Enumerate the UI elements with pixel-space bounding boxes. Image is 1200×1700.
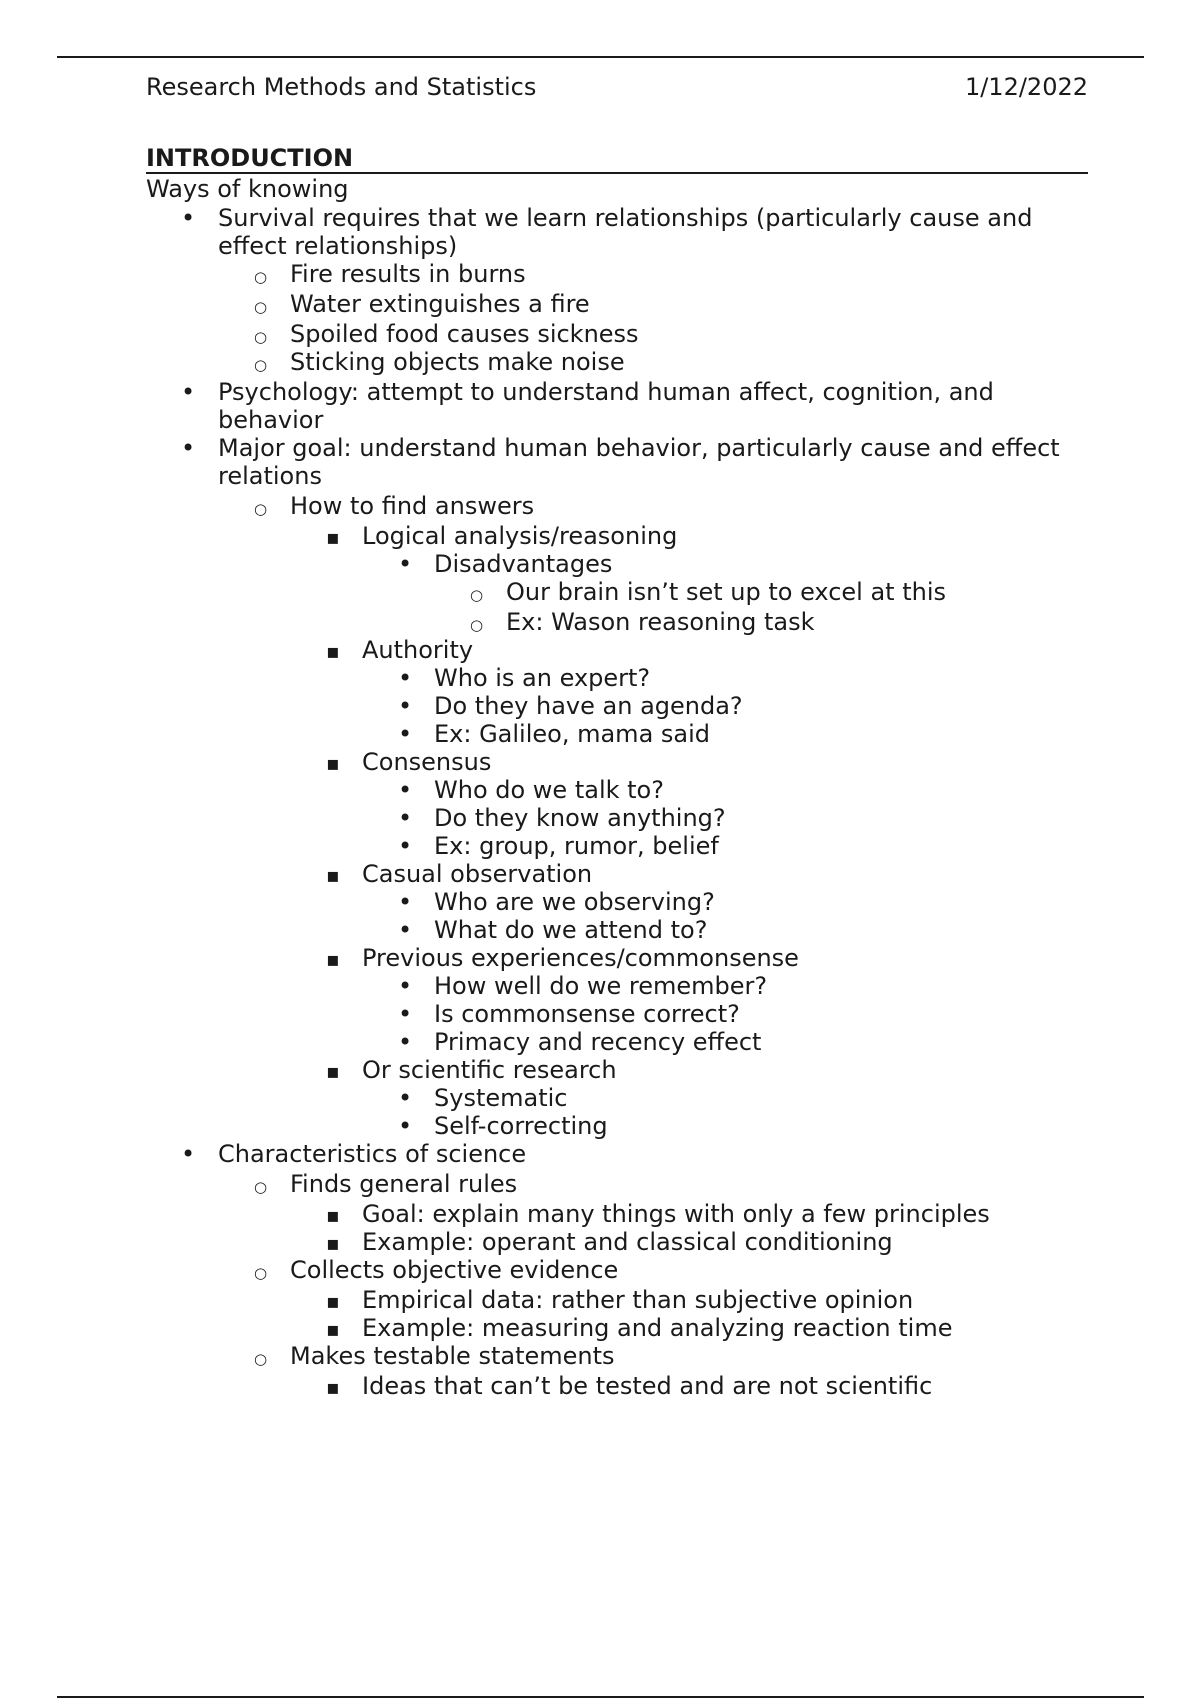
outline-item-text: Who is an expert? — [434, 664, 651, 692]
outline-item-text: Self-correcting — [434, 1112, 608, 1140]
bullet-icon — [326, 944, 340, 973]
bullet-icon — [398, 1000, 412, 1028]
bullet-icon — [326, 1228, 340, 1257]
outline-item-text: Ex: Wason reasoning task — [506, 608, 815, 636]
outline-item-text: relations — [218, 462, 322, 490]
bullet-icon — [326, 1200, 340, 1229]
bullet-icon — [254, 348, 267, 379]
outline-item-text: Survival requires that we learn relationships (particularly cause and — [218, 204, 1033, 232]
bullet-icon — [470, 578, 483, 609]
bullet-icon — [398, 1084, 412, 1112]
bullet-icon — [398, 1028, 412, 1056]
outline-item-text: Sticking objects make noise — [290, 348, 625, 376]
outline-item-text: What do we attend to? — [434, 916, 708, 944]
outline-item-text: behavior — [218, 406, 324, 434]
outline-item-text: Ex: group, rumor, belief — [434, 832, 719, 860]
outline-item-text: Fire results in burns — [290, 260, 526, 288]
outline-item-text: Or scientific research — [362, 1056, 617, 1084]
bottom-rule — [57, 1696, 1144, 1698]
outline-item-text: Empirical data: rather than subjective opinion — [362, 1286, 914, 1314]
outline-item-text: Authority — [362, 636, 474, 664]
bullet-icon — [326, 860, 340, 889]
bullet-icon — [181, 204, 195, 232]
outline-item-text: Makes testable statements — [290, 1342, 615, 1370]
outline-item-text: Logical analysis/reasoning — [362, 522, 678, 550]
bullet-icon — [254, 320, 267, 351]
outline-item-text: Who are we observing? — [434, 888, 715, 916]
outline-item-text: How well do we remember? — [434, 972, 768, 1000]
bullet-icon — [398, 776, 412, 804]
outline-item-text: Ex: Galileo, mama said — [434, 720, 711, 748]
bullet-icon — [398, 916, 412, 944]
outline-item-text: Example: operant and classical conditioning — [362, 1228, 893, 1256]
section-heading: INTRODUCTION — [146, 144, 1088, 174]
outline-item-text: Primacy and recency effect — [434, 1028, 762, 1056]
bullet-icon — [398, 1112, 412, 1140]
outline-item-text: Collects objective evidence — [290, 1256, 619, 1284]
outline-item-text: Major goal: understand human behavior, particularly cause and effect — [218, 434, 1060, 462]
bullet-icon — [398, 804, 412, 832]
bullet-icon — [398, 720, 412, 748]
outline-item-text: Who do we talk to? — [434, 776, 664, 804]
outline-item-text: Is commonsense correct? — [434, 1000, 740, 1028]
header-date: 1/12/2022 — [964, 73, 1088, 101]
bullet-icon — [326, 522, 340, 551]
bullet-icon — [181, 378, 195, 406]
outline-item-text: effect relationships) — [218, 232, 458, 260]
outline-item-text: Disadvantages — [434, 550, 613, 578]
bullet-icon — [398, 972, 412, 1000]
outline-item-text: Characteristics of science — [218, 1140, 527, 1168]
outline-item-text: Example: measuring and analyzing reaction time — [362, 1314, 953, 1342]
bullet-icon — [398, 888, 412, 916]
bullet-icon — [326, 1286, 340, 1315]
outline-item-text: Our brain isn’t set up to excel at this — [506, 578, 946, 606]
bullet-icon — [326, 1372, 340, 1401]
outline-item-text: Finds general rules — [290, 1170, 518, 1198]
outline-item-text: Do they know anything? — [434, 804, 726, 832]
outline-item-text: Psychology: attempt to understand human affect, cognition, and — [218, 378, 994, 406]
bullet-icon — [254, 1170, 267, 1201]
bullet-icon — [326, 1056, 340, 1085]
bullet-icon — [326, 636, 340, 665]
outline-item-text: Water extinguishes a fire — [290, 290, 590, 318]
bullet-icon — [326, 748, 340, 777]
bullet-icon — [254, 290, 267, 321]
section-subtitle: Ways of knowing — [146, 175, 349, 203]
outline-item-text: Consensus — [362, 748, 492, 776]
outline-item-text: Casual observation — [362, 860, 593, 888]
outline-item-text: Spoiled food causes sickness — [290, 320, 639, 348]
outline-item-text: Systematic — [434, 1084, 568, 1112]
bullet-icon — [398, 692, 412, 720]
outline-item-text: Goal: explain many things with only a few principles — [362, 1200, 990, 1228]
outline-item-text: How to find answers — [290, 492, 535, 520]
bullet-icon — [398, 832, 412, 860]
bullet-icon — [181, 434, 195, 462]
outline-item-text: Ideas that can’t be tested and are not scientific — [362, 1372, 933, 1400]
course-title: Research Methods and Statistics — [146, 73, 537, 101]
bullet-icon — [181, 1140, 195, 1168]
outline-item-text: Previous experiences/commonsense — [362, 944, 799, 972]
bullet-icon — [470, 608, 483, 639]
bullet-icon — [254, 1256, 267, 1287]
bullet-icon — [254, 1342, 267, 1373]
bullet-icon — [398, 550, 412, 578]
bullet-icon — [326, 1314, 340, 1343]
bullet-icon — [254, 492, 267, 523]
bullet-icon — [398, 664, 412, 692]
outline-item-text: Do they have an agenda? — [434, 692, 743, 720]
bullet-icon — [254, 260, 267, 291]
